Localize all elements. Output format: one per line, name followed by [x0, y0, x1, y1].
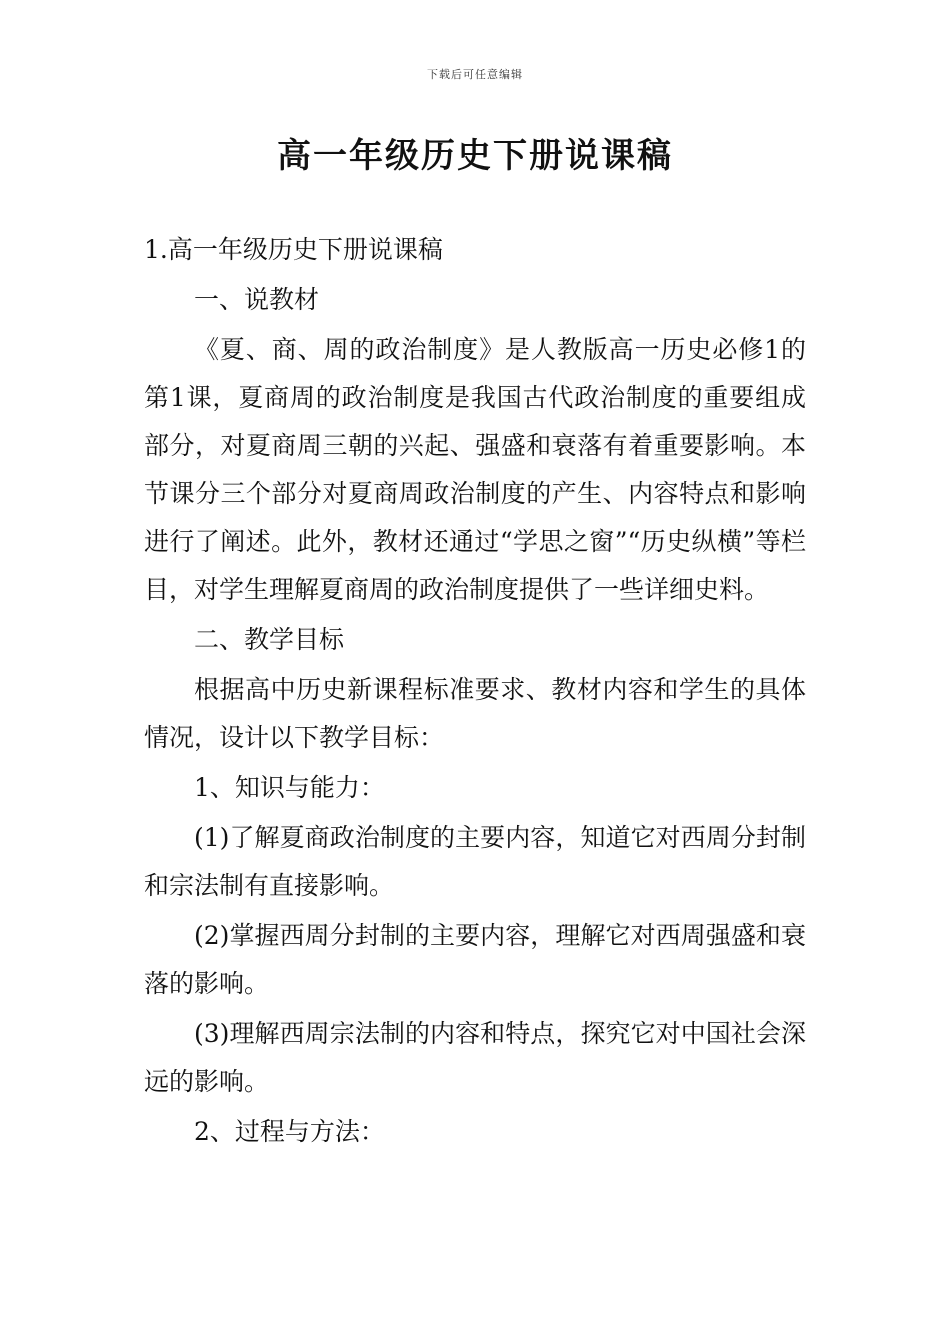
section-heading-objectives: 二、教学目标 — [194, 625, 345, 654]
section-heading-textbook: 一、说教材 — [194, 285, 320, 314]
header-note: 下载后可任意编辑 — [427, 68, 523, 81]
document-title: 高一年级历史下册说课稿 — [277, 136, 673, 176]
paragraph-objectives: 根据高中历史新课程标准要求、教材内容和学生的具体情况，设计以下教学目标： — [144, 675, 806, 752]
subheading-process: 2、过程与方法： — [194, 1117, 385, 1146]
subheading-knowledge: 1、知识与能力： — [194, 773, 385, 802]
document-body — [144, 226, 806, 1158]
paragraph-knowledge-2: (2)掌握西周分封制的主要内容，理解它对西周强盛和衰落的影响。 — [144, 921, 806, 998]
paragraph-knowledge-1: (1)了解夏商政治制度的主要内容，知道它对西周分封制和宗法制有直接影响。 — [144, 823, 806, 900]
item-heading: 1.高一年级历史下册说课稿 — [144, 235, 443, 264]
paragraph-textbook: 《夏、商、周的政治制度》是人教版高一历史必修1的第1课，夏商周的政治制度是我国古代政治制度的重要组成部分，对夏商周三朝的兴起、强盛和衰落有着重要影响。本节课分三个部分对夏商周政治制度的产生、内容特点和影响进行了阐述。此外，教材还通过“学思之窗”“历史纵横”等栏目，对学生理解夏商周的政治制度提供了一些详细史料。 — [144, 335, 806, 604]
paragraph-knowledge-3: (3)理解西周宗法制的内容和特点，探究它对中国社会深远的影响。 — [144, 1019, 806, 1096]
